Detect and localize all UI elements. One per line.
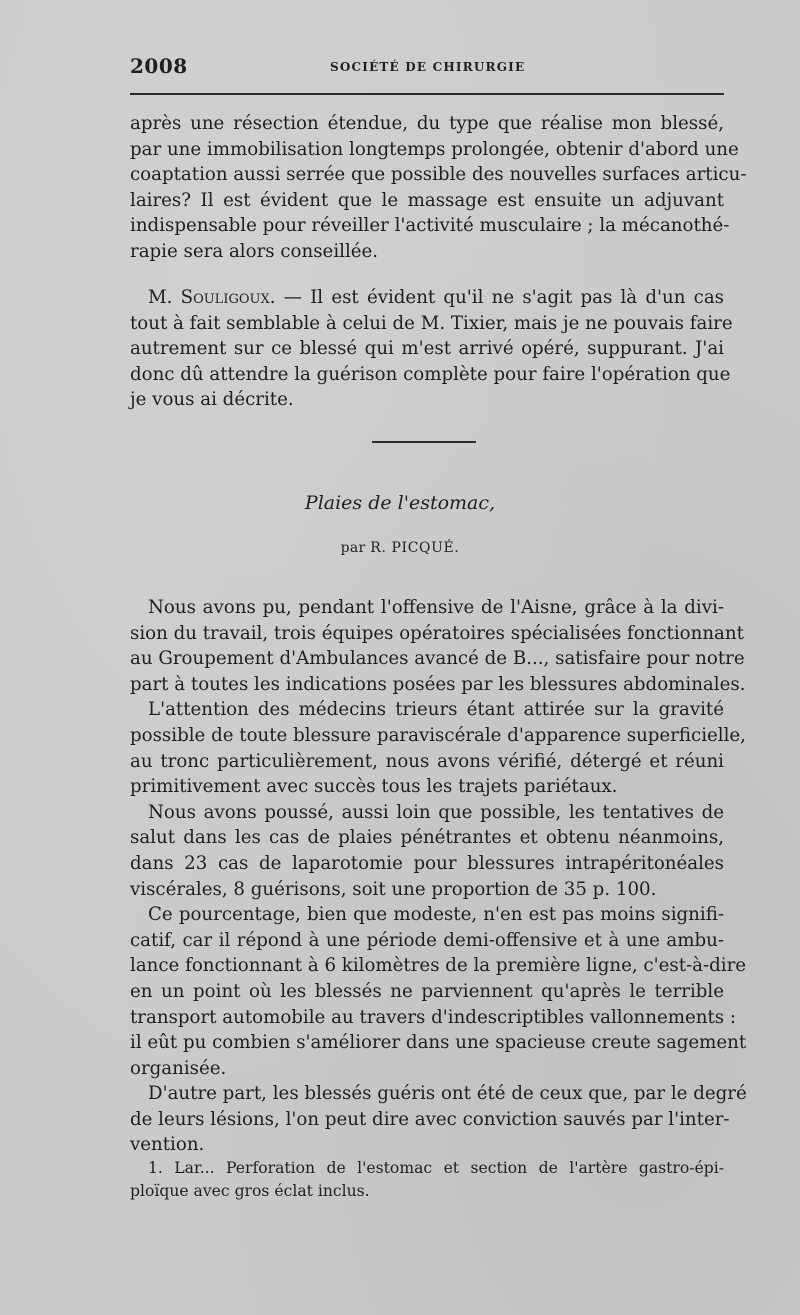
text-line: vention. [130, 1134, 205, 1156]
text-line: donc dû attendre la guérison complète pour faire l'opération que [130, 363, 731, 385]
section-divider [372, 441, 476, 443]
speaker-text: — Il est évident qu'il ne s'agit pas là d'un cas [283, 287, 725, 308]
text-line: Nous avons pu, pendant l'offensive de l'Aisne, grâce à la divi- [148, 597, 724, 618]
text-line: lance fonctionnant à 6 kilomètres de la première ligne, c'est-à-dire [130, 955, 747, 977]
text-line: de leurs lésions, l'on peut dire avec conviction sauvés par l'inter- [130, 1108, 730, 1130]
footnote [130, 1157, 724, 1203]
text-line: rapie sera alors conseillée. [130, 240, 379, 262]
text-line: L'attention des médecins trieurs étant attirée sur la gravité [148, 699, 724, 721]
text-line: laires? Il est évident que le massage est ensuite un adjuvant [130, 189, 724, 211]
text-line: en un point où les blessés ne parviennent qu'après le terrible [130, 980, 724, 1002]
text-line: sion du travail, trois équipes opératoires spécialisées fonctionnant [130, 622, 744, 644]
continuation-paragraph [130, 111, 747, 265]
header-rule [130, 93, 724, 95]
text-line: catif, car il répond à une période demi-offensive et à une ambu- [130, 929, 724, 951]
journal-name: SOCIÉTÉ DE CHIRURGIE [330, 60, 526, 74]
text-line: coaptation aussi serrée que possible des nouvelles surfaces articu- [130, 164, 747, 186]
text-line: primitivement avec succès tous les trajets pariétaux. [130, 776, 618, 798]
footnote-line: 1. Lar... Perforation de l'estomac et section de l'artère gastro-épi- [148, 1159, 724, 1177]
text-line: Nous avons poussé, aussi loin que possible, les tentatives de [148, 801, 724, 823]
souligoux-paragraph [130, 285, 733, 413]
article-byline [0, 540, 800, 556]
text-line: transport automobile au travers d'indescriptibles vallonnements : [130, 1006, 737, 1028]
text-line: au Groupement d'Ambulances avancé de B..., satisfaire pour notre [130, 648, 745, 670]
text-line: il eût pu combien s'améliorer dans une spacieuse creute sagement [130, 1032, 747, 1054]
byline-prefix: par [340, 540, 366, 556]
text-line [130, 285, 724, 311]
article-title: Plaies de l'estomac, [304, 492, 496, 514]
article-body [130, 595, 747, 1158]
text-line: dans 23 cas de laparotomie pour blessures intrapéritonéales [130, 852, 724, 874]
footnote-line: ploïque avec gros éclat inclus. [130, 1182, 370, 1200]
text-line: tout à fait semblable à celui de M. Tixier, mais je ne pouvais faire [130, 312, 733, 334]
byline-author: R. PICQUÉ. [370, 540, 460, 556]
text-line: après une résection étendue, du type que réalise mon blessé, [130, 113, 724, 134]
text-line: indispensable pour réveiller l'activité musculaire ; la mécanothé- [130, 215, 730, 237]
text-line: part à toutes les indications posées par les blessures abdominales. [130, 673, 746, 695]
text-line: D'autre part, les blessés guéris ont été de ceux que, par le degré [148, 1083, 747, 1105]
text-line: viscérales, 8 guérisons, soit une proportion de 35 p. 100. [130, 878, 657, 900]
text-line: possible de toute blessure paraviscérale d'apparence superficielle, [130, 724, 746, 746]
text-line: autrement sur ce blessé qui m'est arrivé opéré, suppurant. J'ai [130, 338, 724, 360]
text-line: au tronc particulièrement, nous avons vérifié, détergé et réuni [130, 750, 724, 772]
speaker-name: M. Souligoux. [148, 287, 276, 308]
text-line: Ce pourcentage, bien que modeste, n'en est pas moins signifi- [148, 904, 724, 926]
text-line: je vous ai décrite. [130, 389, 294, 411]
running-head [130, 54, 724, 84]
text-line: organisée. [130, 1057, 227, 1079]
text-line: par une immobilisation longtemps prolongée, obtenir d'abord une [130, 138, 739, 160]
text-line: salut dans les cas de plaies pénétrantes et obtenu néanmoins, [130, 827, 724, 849]
page-number: 2008 [130, 54, 188, 78]
